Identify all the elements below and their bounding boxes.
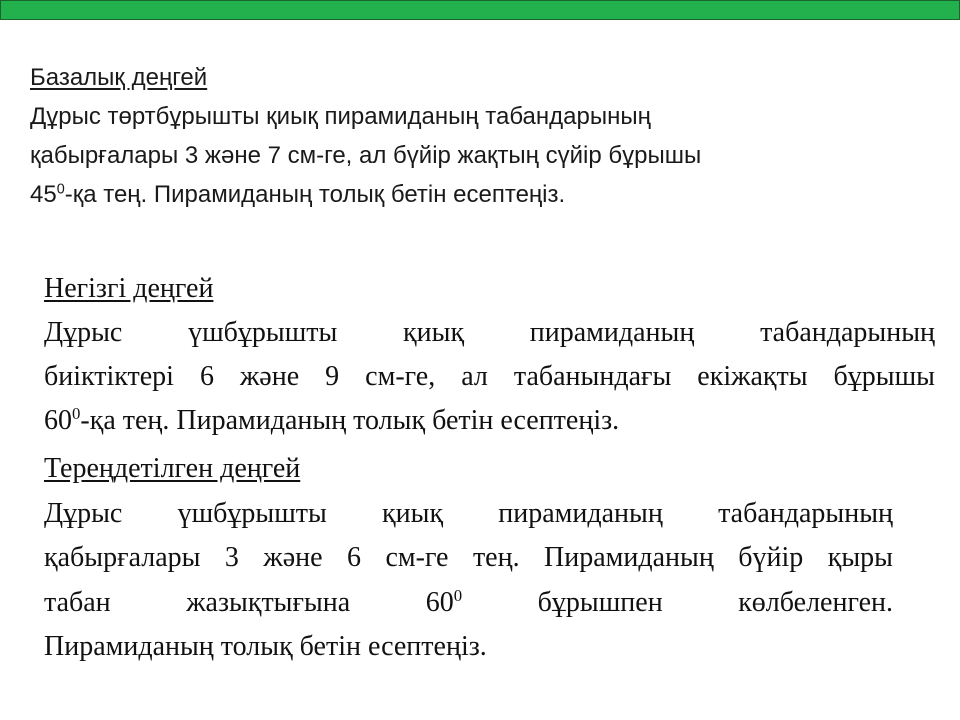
paragraph-line: биіктіктері 6 және 9 см-ге, ал табанындағы екіжақты бұрышы	[44, 361, 935, 392]
paragraph-line: Дұрыс үшбұрышты қиық пирамиданың табандарының	[44, 497, 893, 529]
paragraph-line: Пирамиданың толық бетін есептеңіз.	[44, 631, 487, 662]
paragraph-line: қабырғалары 3 және 6 см-ге тең. Пирамиданың бүйір қыры	[44, 542, 893, 573]
main-level-heading: Негізгі деңгей	[44, 273, 214, 304]
paragraph-line: Дұрыс төртбұрышты қиық пирамиданың табандарының	[30, 103, 651, 130]
basic-level-task	[30, 58, 930, 214]
degree-superscript: 0	[72, 403, 81, 423]
paragraph-line: табан жазықтығына $60^0$ бұрышпен көлбеленген.	[44, 585, 893, 618]
advanced-level-heading: Тереңдетілген деңгей	[44, 453, 301, 484]
degree-superscript: 0	[56, 181, 65, 198]
degree-superscript: 0	[453, 585, 463, 605]
top-green-bar	[0, 0, 960, 20]
basic-level-heading: Базалық деңгей	[30, 64, 208, 91]
paragraph-line: қабырғалары 3 және 7 см-ге, ал бүйір жақтың сүйір бұрышы	[30, 142, 702, 169]
paragraph-line: Дұрыс үшбұрышты қиық пирамиданың табандарының	[44, 317, 935, 348]
paragraph-line: $45^0-қа$ тең. Пирамиданың толық бетін есептеңіз.	[30, 181, 566, 208]
paragraph-line: $60^0-қа$ тең. Пирамиданың толық бетін есептеңіз.	[44, 403, 620, 436]
main-level-task	[44, 267, 935, 443]
advanced-level-task	[44, 447, 893, 670]
